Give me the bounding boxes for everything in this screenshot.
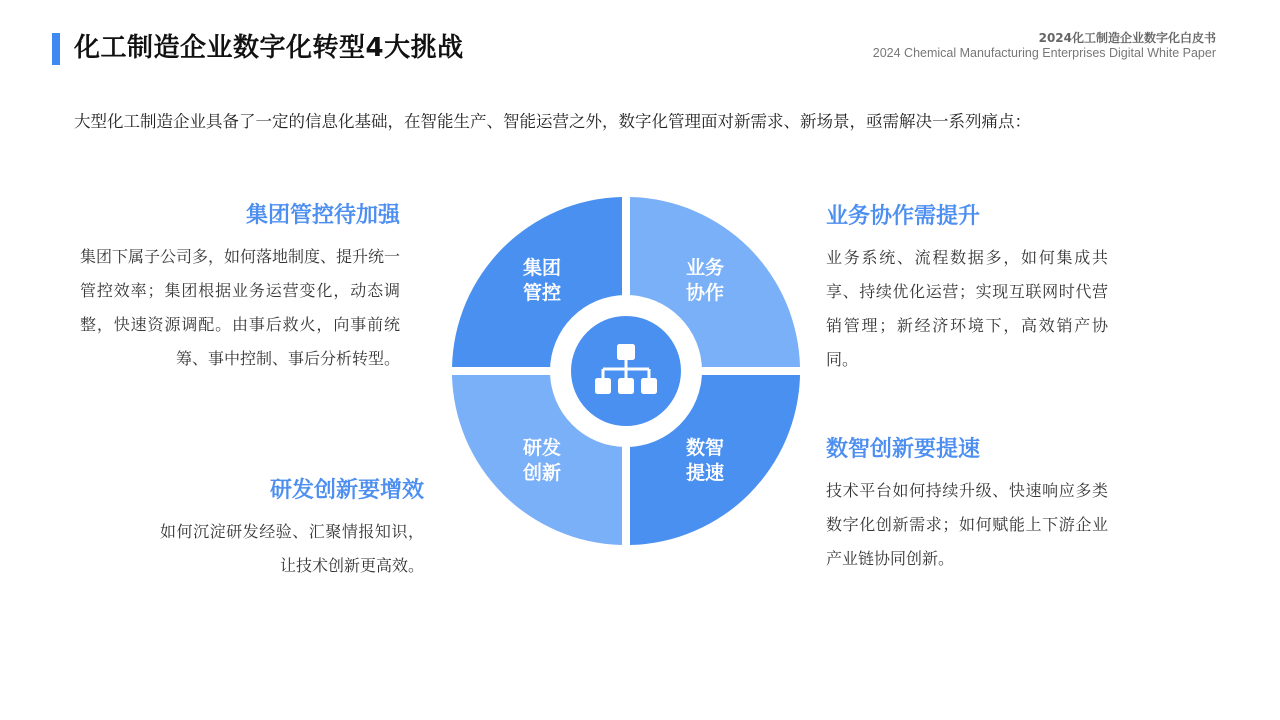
challenge-description: 集团下属子公司多，如何落地制度、提升统一管控效率；集团根据业务运营变化，动态调整，快速资源调配。由事后救火，向事前统筹、事中控制、事后分析转型。 bbox=[80, 247, 401, 368]
quadrant-label-line: 协作 bbox=[685, 282, 724, 304]
page-title: 化工制造企业数字化转型4大挑战 bbox=[74, 33, 464, 63]
challenge-digital-speed bbox=[826, 434, 1108, 576]
challenge-group-control bbox=[80, 200, 400, 376]
document-header bbox=[873, 30, 1216, 61]
quadrant-label-line: 业务 bbox=[685, 257, 724, 279]
challenge-description: 技术平台如何持续升级、快速响应多类数字化创新需求；如何赋能上下游企业产业链协同创新。 bbox=[826, 481, 1108, 568]
intro-text: 大型化工制造企业具备了一定的信息化基础，在智能生产、智能运营之外，数字化管理面对新需求、新场景，亟需解决一系列痛点： bbox=[74, 112, 1031, 131]
challenge-title: 研发创新要增效 bbox=[269, 478, 424, 503]
quadrant-label-line: 创新 bbox=[522, 462, 561, 484]
challenge-business-collab bbox=[826, 201, 1108, 377]
quadrant-label-line: 数智 bbox=[685, 437, 724, 459]
challenge-title: 数智创新要提速 bbox=[826, 437, 981, 462]
document-title-en: 2024 Chemical Manufacturing Enterprises Digital White Paper bbox=[872, 46, 1216, 60]
quadrant-label-line: 研发 bbox=[522, 437, 561, 459]
challenge-rd-innovation bbox=[160, 475, 424, 583]
quadrant-label-line: 集团 bbox=[522, 257, 561, 279]
quadrant-label-rd-innovation bbox=[502, 436, 582, 486]
challenge-title: 集团管控待加强 bbox=[245, 203, 400, 228]
title-accent-bar bbox=[52, 33, 60, 65]
wheel-graphic bbox=[451, 196, 801, 546]
challenge-wheel bbox=[451, 196, 801, 546]
quadrant-label-group-control bbox=[502, 256, 582, 306]
quadrant-label-digital-speed bbox=[665, 436, 745, 486]
quadrant-label-business-collab bbox=[665, 256, 745, 306]
challenge-description: 业务系统、流程数据多，如何集成共享、持续优化运营；实现互联网时代营销管理；新经济环境下，高效销产协同。 bbox=[826, 248, 1108, 369]
quadrant-label-line: 提速 bbox=[685, 462, 724, 484]
quadrant-label-line: 管控 bbox=[522, 282, 561, 304]
challenge-title: 业务协作需提升 bbox=[826, 204, 981, 229]
document-title-cn: 2024化工制造企业数字化白皮书 bbox=[1038, 31, 1216, 45]
challenge-description: 如何沉淀研发经验、汇聚情报知识，让技术创新更高效。 bbox=[160, 522, 424, 575]
